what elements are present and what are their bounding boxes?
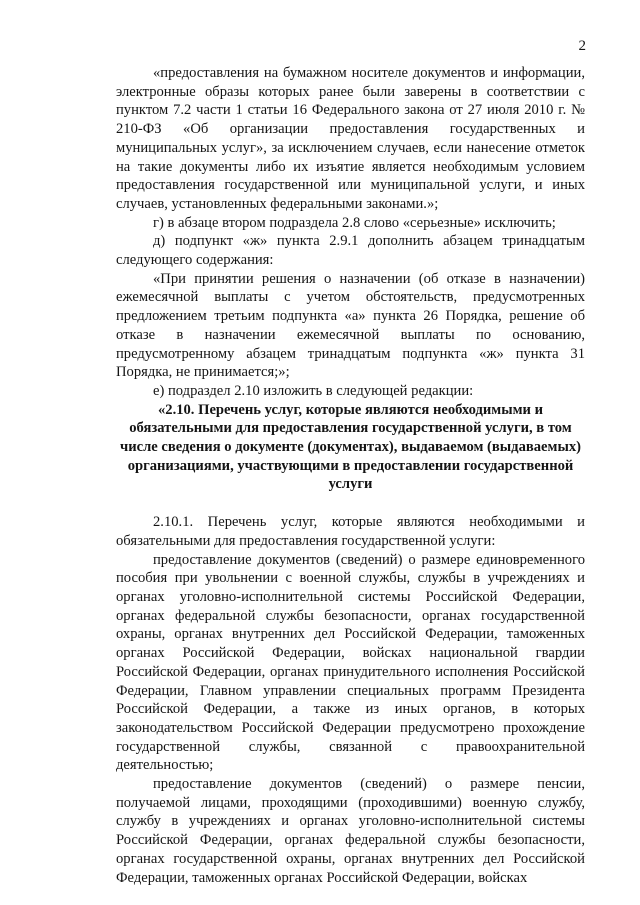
- spacer: [116, 494, 585, 513]
- paragraph-pension-documents: предоставление документов (сведений) о размере пенсии, получаемой лицами, проходящими (проходившими) военную службу, службу в учреждениях и органах уголовно-исполнительной системы Российской Федерации, органах федеральной службы безопасности, органах государственной охраны, органах внутренних дел Российской Федерации, таможенных органах Российской Федерации, войсках: [116, 776, 585, 886]
- paragraph-benefit-documents: предоставление документов (сведений) о размере единовременного пособия при увольнении с военной службы, службы в учреждениях и органах уголовно-исполнительной системы Российской Федерации, органах федеральной службы безопасности, органах государственной охраны, органах внутренних дел Российской Федерации, таможенных органах Российской Федерации, войсках национальной гвардии Российской Федерации, органах принудительного исполнения Российской Федерации, Главном управлении специальных программ Президента Российской Федерации, а также из иных органов, в которых законодательством Российской Федерации предусмотрено прохождение государственной службы, связанной с правоохранительной деятельностью;: [116, 551, 585, 774]
- paragraph-item-g: г) в абзаце втором подраздела 2.8 слово «серьезные» исключить;: [153, 214, 556, 231]
- page-number: 2: [578, 38, 586, 54]
- paragraph-item-d: д) подпункт «ж» пункта 2.9.1 дополнить абзацем тринадцатым следующего содержания:: [116, 233, 585, 269]
- section-heading-2-10: «2.10. Перечень услуг, которые являются необходимыми и обязательными для предоставления государственной услуги, в том числе сведения о документе (документах), выдаваемом (выдаваемых) организациями, участвующими в предоставлении государственной услуги: [119, 401, 582, 493]
- paragraph-2-10-1: 2.10.1. Перечень услуг, которые являются необходимыми и обязательными для предоставления государственной услуги:: [116, 514, 585, 549]
- document-body: [116, 64, 585, 887]
- paragraph-item-e: е) подраздел 2.10 изложить в следующей редакции:: [153, 382, 474, 399]
- paragraph-quoted-amendment: «предоставления на бумажном носителе документов и информации, электронные образы которых ранее были заверены в соответствии с пунктом 7.2 части 1 статьи 16 Федерального закона от 27 июля 2010 г. № 210-ФЗ «Об организации предоставления государственных и муниципальных услуг», за исключением случаев, если нанесение отметок на такие документы либо их изъятие является необходимым условием предоставления государственной или муниципальной услуги, и иных случаев, установленных федеральными законами.»;: [116, 65, 585, 212]
- paragraph-quoted-decision: «При принятии решения о назначении (об отказе в назначении) ежемесячной выплаты с учетом обстоятельств, предусмотренных предложением третьим подпункта «а» пункта 26 Порядка, решение об отказе в назначении ежемесячной выплаты по основанию, предусмотренному абзацем тринадцатым подпункта «ж» пункта 31 Порядка, не принимается;»;: [116, 270, 585, 381]
